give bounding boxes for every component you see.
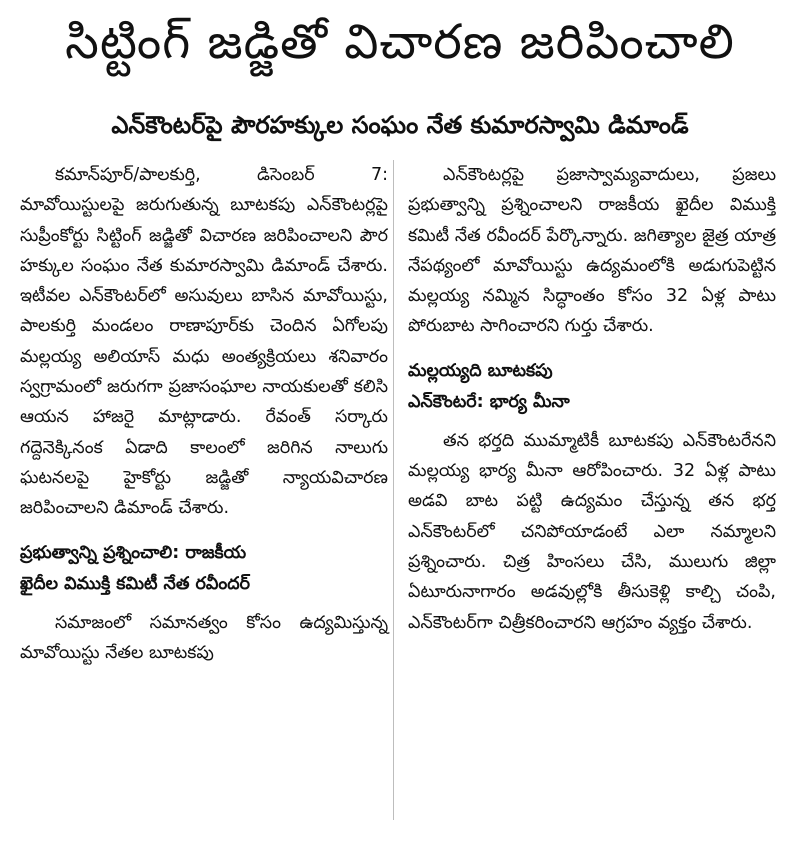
left-subheading xyxy=(20,538,388,600)
column-divider xyxy=(393,160,394,820)
right-subheading-line-2: ఎన్‌కౌంటరే: భార్య మీనా xyxy=(408,391,570,412)
right-subheading xyxy=(408,356,776,418)
right-column xyxy=(408,160,776,638)
left-paragraph-1: కమాన్‌పూర్/పాలకుర్తి, డిసెంబర్ 7: మావోయిస్టులపై జరుగుతున్న బూటకపు ఎన్‌కౌంటర్లపై సుప్రీంకోర్టు సిట్టింగ్ జడ్జితో విచారణ జరిపించాలని పౌర హక్కుల సంఘం నేత కుమారస్వామి డిమాండ్ చేశారు. ఇటీవల ఎన్‌కౌంటర్‌లో అసువులు బాసిన మావోయిస్టు, పాలకుర్తి మండలం రాణాపూర్‌కు చెందిన ఏగోలపు మల్లయ్య అలియాస్ మధు అంత్యక్రియలు శనివారం స్వగ్రామంలో జరుగగా ప్రజాసంఘాల నాయకులతో కలిసి ఆయన హాజరై మాట్లాడారు. రేవంత్ సర్కారు గద్దెనెక్కినంక ఏడాది కాలంలో జరిగిన నాలుగు ఘటనలపై హైకోర్టు జడ్జితో న్యాయవిచారణ జరిపించాలని డిమాండ్ చేశారు. xyxy=(20,165,388,519)
right-subheading-line-1: మల్లయ్యది బూటకపు xyxy=(408,360,553,381)
right-paragraph-1: ఎన్‌కౌంటర్లపై ప్రజాస్వామ్యవాదులు, ప్రజలు ప్రభుత్వాన్ని ప్రశ్నించాలని రాజకీయ ఖైదీల విముక్తి కమిటీ నేత రవీందర్ పేర్కొన్నారు. జగిత్యాల జైత్ర యాత్ర నేపథ్యంలో మావోయిస్టు ఉద్యమంలోకి అడుగుపెట్టిన మల్లయ్య నమ్మిన సిద్ధాంతం కోసం 32 ఏళ్ల పాటు పోరుబాట సాగించారని గుర్తు చేశారు. xyxy=(408,165,776,337)
subheadline: ఎన్‌కౌంటర్‌పై పౌరహక్కుల సంఘం నేత కుమారస్వామి డిమాండ్ xyxy=(111,111,689,139)
left-subheading-line-2: ఖైదీల విముక్తి కమిటీ నేత రవీందర్ xyxy=(20,573,250,594)
left-column xyxy=(20,160,388,668)
left-paragraph-2: సమాజంలో సమానత్వం కోసం ఉద్యమిస్తున్న మావోయిస్టు నేతల బూటకపు xyxy=(20,612,388,663)
headline: సిట్టింగ్ జడ్జితో విచారణ జరిపించాలి xyxy=(65,14,735,70)
right-paragraph-2: తన భర్తది ముమ్మాటికీ బూటకపు ఎన్‌కౌంటరేనని మల్లయ్య భార్య మీనా ఆరోపించారు. 32 ఏళ్ల పాటు అడవి బాట పట్టి ఉద్యమం చేస్తున్న తన భర్త ఎన్‌కౌంటర్‌లో చనిపోయాడంటే ఎలా నమ్మాలని ప్రశ్నించారు. చిత్ర హింసలు చేసి, ములుగు జిల్లా ఏటూరునాగారం అడవుల్లోకి తీసుకెళ్లి కాల్చి చంపి, ఎన్‌కౌంటర్‌గా చిత్రీకరించారని ఆగ్రహం వ్యక్తం చేశారు. xyxy=(408,430,776,633)
left-subheading-line-1: ప్రభుత్వాన్ని ప్రశ్నించాలి: రాజకీయ xyxy=(20,542,247,563)
